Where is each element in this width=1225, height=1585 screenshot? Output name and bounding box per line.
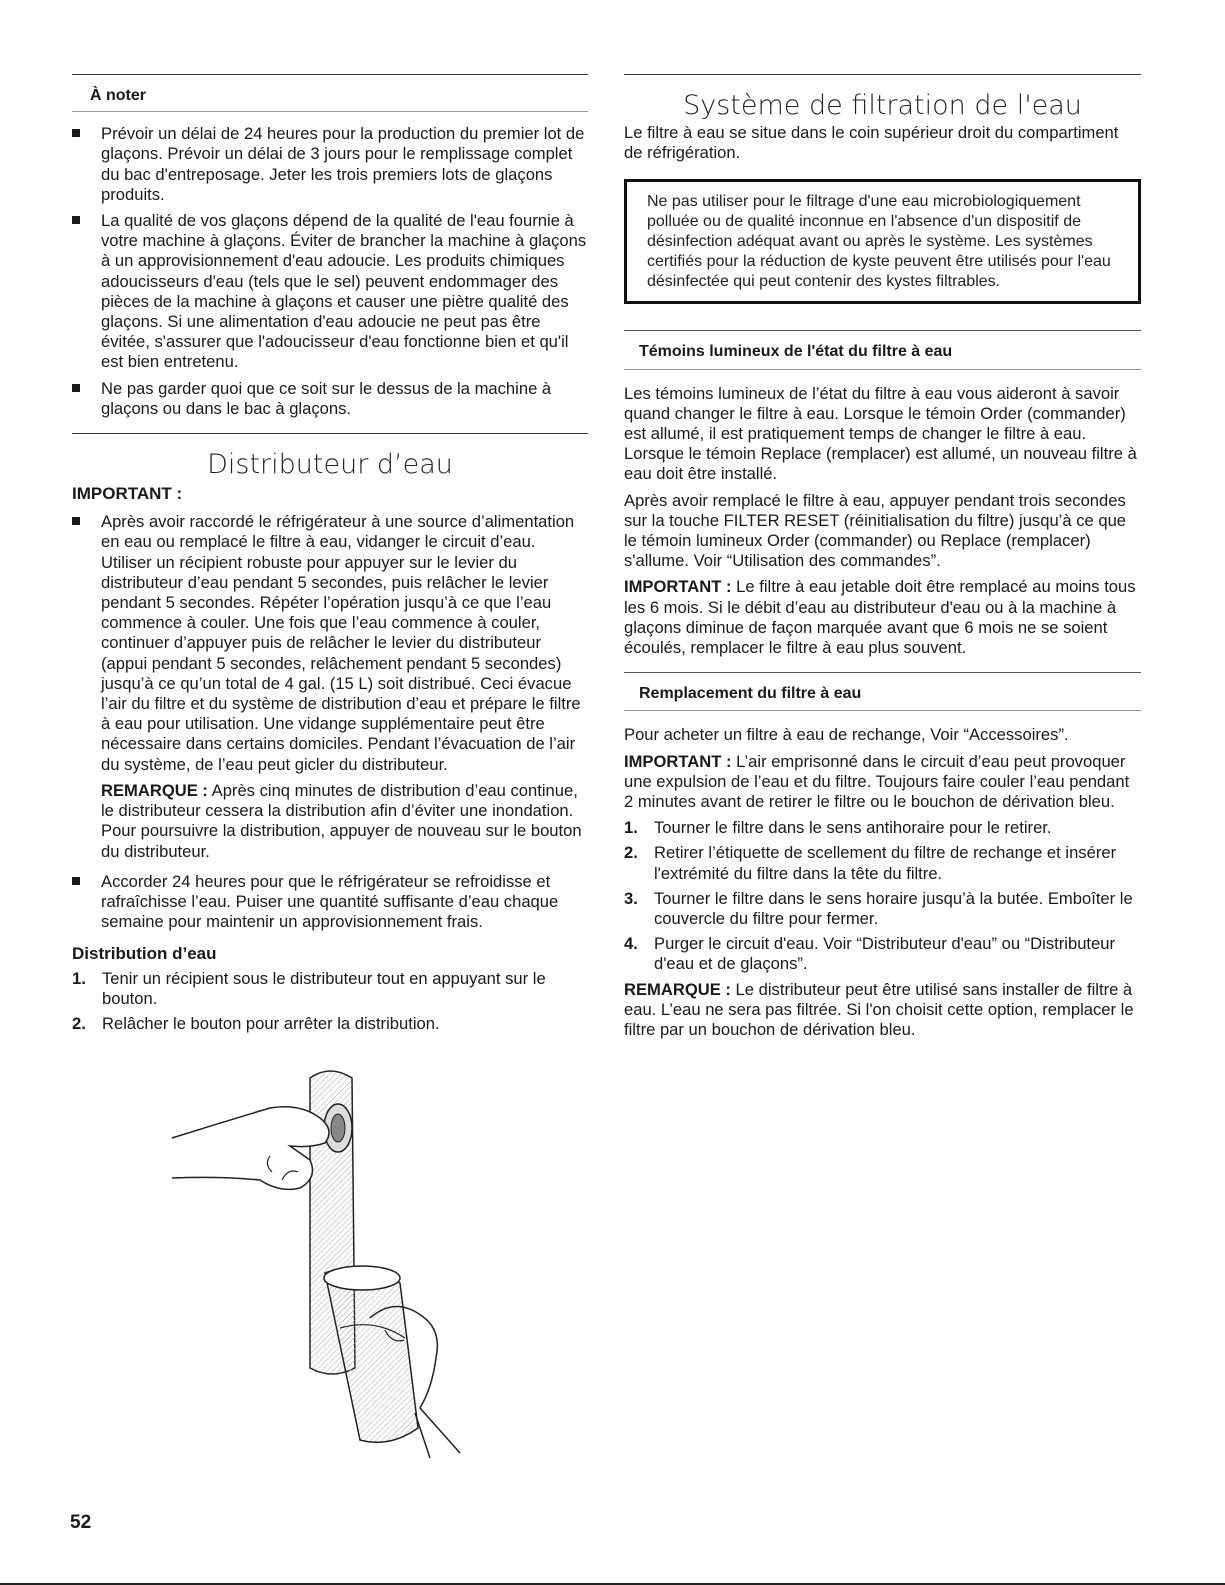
note-item: Prévoir un délai de 24 heures pour la production du premier lot de glaçons. Prévoir un délai de 3 jours pour le remplissage complet du bac d'entreposage. Jeter les trois premiers lots de glaçons produits. bbox=[72, 124, 588, 205]
note-item: La qualité de vos glaçons dépend de la qualité de l'eau fournie à votre machine à glaçons. Éviter de brancher la machine à glaçons à un approvisionnement d'eau adoucie. Les produits chimiques adoucisseurs d'eau (tels que le sel) peuvent endommager des pièces de la machine à glaçons et causer une piètre qualité des glaçons. Si une alimentation d'eau adoucie ne peut pas être évitée, s'assurer que l'adoucisseur d'eau fonctionne bien et qu'il est bien entretenu. bbox=[72, 211, 588, 373]
important-list bbox=[72, 512, 588, 932]
hand-shape bbox=[172, 1107, 329, 1190]
distribution-steps bbox=[72, 969, 588, 1035]
replace-remarque-paragraph: REMARQUE : Le distributeur peut être utilisé sans installer de filtre à eau. L’eau ne sera pas filtrée. Si l'on choisit cette option, remplacer le filtre par un bouchon de dérivation bleu. bbox=[624, 979, 1134, 1040]
bullet-square-icon bbox=[72, 517, 80, 525]
important-label: IMPORTANT : bbox=[72, 484, 183, 504]
important-item: Après avoir raccordé le réfrigérateur à une source d’alimentation en eau ou remplacé le filtre à eau, vidanger le circuit d’eau. Utiliser un récipient robuste pour appuyer sur le levier du distributeur d’eau pendant 5 secondes, puis relâcher le levier pendant 5 secondes. Répéter l’opération jusqu’à ce que l’eau commence à couler. Une fois que l’eau commence à couler, continuer d’appuyer puis de relâcher le levier du distributeur (appui pendant 5 secondes, relâchement pendant 5 secondes) jusqu’à ce qu’un total de 4 gal. (15 L) soit distribué. Ceci évacue l’air du filtre et du système de distribution d’eau et prépare le filtre à eau pour utilisation. Une vidange supplémentaire peut être nécessaire dans certains domiciles. Pendant l’évacuation de l’air du système, de l’eau peut gicler du distributeur. REMARQUE : Après cinq minutes de distribution d’eau continue, le distributeur cessera la distribution afin d’éviter une inondation. Pour poursuivre la distribution, appuyer de nouveau sur le bouton du distributeur. bbox=[72, 512, 588, 861]
step-item: 4. Purger le circuit d'eau. Voir “Distributeur d'eau” ou “Distributeur d'eau et de glaçons”. bbox=[624, 934, 1116, 974]
distribution-heading: Distribution d’eau bbox=[72, 944, 217, 964]
dispenser-title: Distributeur d’eau bbox=[207, 449, 453, 481]
step-item: 2. Relâcher le bouton pour arrêter la distribution. bbox=[72, 1013, 440, 1033]
step-item: 3. Tourner le filtre dans le sens horaire jusqu’à la butée. Emboîter le couvercle du filtre pour fermer. bbox=[624, 888, 1133, 929]
important-item: Accorder 24 heures pour que le réfrigérateur se refroidisse et rafraîchisse l’eau. Puiser une quantité suffisante d’eau chaque semaine pour maintenir un approvisionnement frais. bbox=[72, 872, 588, 933]
replace-heading: Remplacement du filtre à eau bbox=[624, 672, 1141, 711]
filter-section bbox=[624, 74, 1141, 304]
step-item: 2. Retirer l’étiquette de scellement du filtre de rechange et insérer l'extrémité du filtre dans la tête du filtre. bbox=[624, 843, 1117, 883]
dispenser-section bbox=[72, 433, 588, 1034]
bullet-square-icon bbox=[72, 877, 80, 885]
note-list bbox=[72, 124, 588, 419]
bullet-square-icon bbox=[72, 384, 80, 392]
left-column bbox=[72, 74, 588, 1039]
replace-important-paragraph: IMPORTANT : L’air emprisonné dans le circuit d’eau peut provoquer une expulsion de l’eau et du filtre. Toujours faire couler l’eau pendant 2 minutes avant de retirer le filtre ou le bouchon de dérivation bleu. bbox=[624, 751, 1130, 812]
status-paragraph: Les témoins lumineux de l’état du filtre à eau vous aideront à savoir quand changer le filtre à eau. Lorsque le témoin Order (commander) est allumé, il est pratiquement temps de changer le filtre à eau. Lorsque le témoin Replace (remplacer) est allumé, un nouveau filtre à eau doit être installé. bbox=[624, 383, 1137, 484]
step-item: 1. Tourner le filtre dans le sens antihoraire pour le retirer. bbox=[624, 818, 1052, 838]
replace-steps bbox=[624, 818, 1141, 974]
note-item: Ne pas garder quoi que ce soit sur le dessus de la machine à glaçons ou dans le bac à glaçons. bbox=[72, 379, 588, 419]
bullet-square-icon bbox=[72, 216, 80, 224]
filter-intro: Le filtre à eau se situe dans le coin supérieur droit du compartiment de réfrigération. bbox=[624, 123, 1119, 163]
step-item: 1. Tenir un récipient sous le distributeur tout en appuyant sur le bouton. bbox=[72, 968, 546, 1008]
note-heading: À noter bbox=[72, 74, 588, 112]
dispenser-illustration bbox=[160, 1068, 500, 1458]
status-paragraph: Après avoir remplacé le filtre à eau, appuyer pendant trois secondes sur la touche FILTER RESET (réinitialisation du filtre) jusqu’à ce que le témoin lumineux Order (commander) ou Replace (remplacer) s'allume. Voir “Utilisation des commandes”. bbox=[624, 490, 1127, 571]
remarque-paragraph: REMARQUE : Après cinq minutes de distribution d’eau continue, le distributeur cessera la distribution afin d’éviter une inondation. Pour poursuivre la distribution, appuyer de nouveau sur le bouton du distributeur. bbox=[101, 780, 582, 861]
page-number: 52 bbox=[70, 1512, 92, 1533]
filter-title: Système de filtration de l'eau bbox=[683, 90, 1082, 121]
warning-box: Ne pas utiliser pour le filtrage d'une eau microbiologiquement polluée ou de qualité inconnue en l'absence d'un dispositif de désinfection adéquat avant ou après le système. Les systèmes certifiés pour la réduction de kyste peuvent être utilisés pour l'eau désinfectée qui peut contenir des kystes filtrables. bbox=[624, 179, 1141, 304]
bullet-square-icon bbox=[72, 129, 80, 137]
status-heading: Témoins lumineux de l'état du filtre à eau bbox=[624, 330, 1141, 369]
replace-intro: Pour acheter un filtre à eau de rechange, Voir “Accessoires”. bbox=[624, 725, 1069, 745]
right-column bbox=[624, 74, 1141, 1046]
status-important-paragraph: IMPORTANT : Le filtre à eau jetable doit être remplacé au moins tous les 6 mois. Si le débit d’eau au distributeur d'eau ou à la machine à glaçons diminue de façon marquée avant que 6 mois ne se soient écoulés, remplacer le filtre à eau plus souvent. bbox=[624, 577, 1136, 658]
